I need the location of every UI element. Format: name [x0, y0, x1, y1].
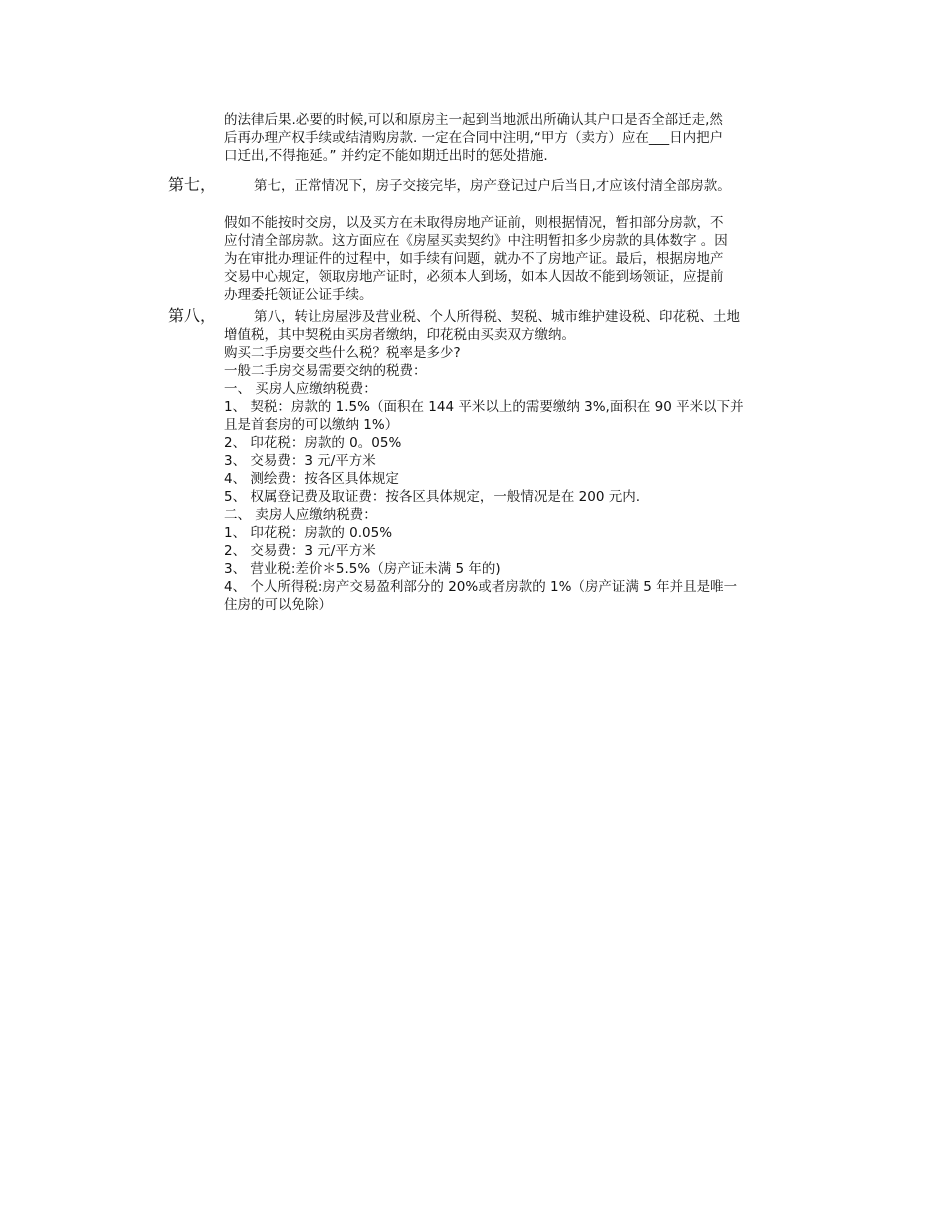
eighth-first-line [224, 308, 814, 326]
text-line: 口迁出,不得拖延。” 并约定不能如期迁出时的惩处措施. [224, 148, 548, 164]
text-line: 购买二手房要交些什么税？税率是多少? [224, 345, 461, 361]
list-item: 4、 个人所得税:房产交易盈利部分的 20%或者房款的 1%（房产证满 5 年并且是唯一 [224, 579, 738, 595]
text-line: 为在审批办理证件的过程中，如手续有问题，就办不了房地产证。最后，根据房地产 [224, 251, 724, 267]
list-item: 5、 权属登记费及取证费：按各区具体规定，一般情况是在 200 元内. [224, 489, 641, 505]
text-line: 后再办理产权手续或结清购房款. 一定在合同中注明,“甲方（卖方）应在___日内把户 [224, 130, 724, 146]
list-heading: 一、 买房人应缴纳税费： [224, 381, 377, 397]
text-line: 增值税，其中契税由买房者缴纳，印花税由买卖双方缴纳。 [224, 327, 575, 343]
text-line: 的法律后果.必要的时候,可以和原房主一起到当地派出所确认其户口是否全部迁走,然 [224, 112, 723, 128]
list-item: 且是首套房的可以缴纳 1%） [224, 417, 399, 433]
text-line: 应付清全部房款。这方面应在《房屋买卖契约》中注明暂扣多少房款的具体数字 。因 [224, 233, 728, 249]
seventh-paragraph [224, 214, 814, 304]
list-heading: 二、 卖房人应缴纳税费： [224, 507, 377, 523]
text-line: 假如不能按时交房，以及买方在未取得房地产证前，则根据情况，暂扣部分房款，不 [224, 215, 724, 231]
text-line: 办理委托领证公证手续。 [224, 287, 373, 303]
intro-paragraph [224, 111, 814, 165]
list-item: 3、 营业税:差价＊5.5%（房产证未满 5 年的) [224, 561, 501, 577]
text-line: 交易中心规定，领取房地产证时，必须本人到场，如本人因故不能到场领证，应提前 [224, 269, 724, 285]
list-item: 2、 交易费：3 元/平方米 [224, 543, 376, 559]
list-item: 3、 交易费：3 元/平方米 [224, 453, 376, 469]
seventh-first-line [224, 177, 814, 195]
list-item: 4、 测绘费：按各区具体规定 [224, 471, 399, 487]
list-item: 2、 印花税：房款的 0。05% [224, 435, 402, 451]
section-marker-seventh: 第七， [168, 175, 217, 194]
eighth-paragraph [224, 326, 814, 614]
text-line: 第八，转让房屋涉及营业税、个人所得税、契税、城市维护建设税、印花税、土地 [254, 309, 740, 325]
text-line: 一般二手房交易需要交纳的税费： [224, 363, 427, 379]
section-marker-eighth: 第八， [168, 306, 217, 325]
text-line: 第七，正常情况下，房子交接完毕，房产登记过户后当日,才应该付清全部房款。 [254, 178, 731, 194]
list-item: 1、 契税：房款的 1.5%（面积在 144 平米以上的需要缴纳 3%,面积在 90 平米以下并 [224, 399, 744, 415]
list-item: 1、 印花税：房款的 0.05% [224, 525, 393, 541]
list-item: 住房的可以免除） [224, 597, 332, 613]
